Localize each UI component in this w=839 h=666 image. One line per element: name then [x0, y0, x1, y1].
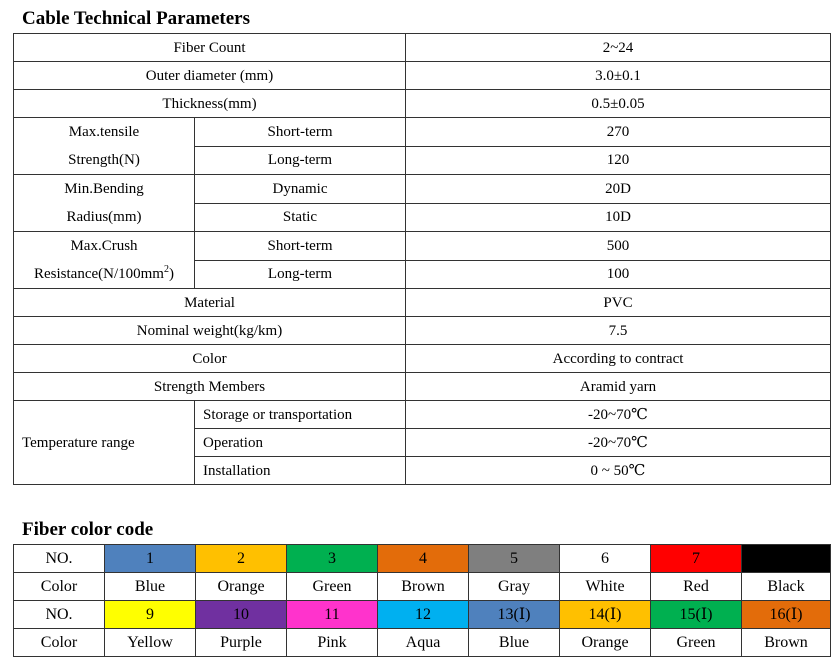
- storage-value: -20~70℃: [406, 401, 831, 429]
- table-row: [14, 90, 831, 118]
- fiber-number-swatch: 12: [378, 601, 469, 629]
- table-row: [14, 317, 831, 345]
- thickness-label: Thickness(mm): [14, 90, 406, 118]
- fiber-color-name: Red: [651, 573, 742, 601]
- crush-label-sup: 2: [163, 264, 169, 275]
- bending-dynamic-label: Dynamic: [195, 175, 406, 204]
- fiber-color-name: Pink: [287, 629, 378, 657]
- fiber-color-name: Yellow: [105, 629, 196, 657]
- installation-label: Installation: [195, 457, 406, 485]
- strength-members-label: Strength Members: [14, 373, 406, 401]
- fiber-color-name: Green: [651, 629, 742, 657]
- fiber-number-swatch: 13(Ⅰ): [469, 601, 560, 629]
- color-label: Color: [14, 345, 406, 373]
- crush-label-line1: Max.Crush: [70, 238, 138, 254]
- tensile-label-line2: Strength(N): [68, 152, 140, 168]
- tensile-long-label: Long-term: [195, 146, 406, 175]
- fiber-number-swatch: 5: [469, 545, 560, 573]
- crush-label: [14, 232, 195, 289]
- tensile-short-label: Short-term: [195, 118, 406, 147]
- thickness-value: 0.5±0.05: [406, 90, 831, 118]
- outer-diameter-value: 3.0±0.1: [406, 62, 831, 90]
- weight-value: 7.5: [406, 317, 831, 345]
- table-row: [14, 118, 831, 147]
- tensile-label-line1: Max.tensile: [68, 124, 140, 140]
- fiber-color-name: Black: [742, 573, 831, 601]
- bending-label-line2: Radius(mm): [66, 209, 142, 225]
- table-row: [14, 345, 831, 373]
- fiber-color-name: Blue: [469, 629, 560, 657]
- fiber-count-label: Fiber Count: [14, 34, 406, 62]
- fiber-number-swatch: 11: [287, 601, 378, 629]
- no-label: NO.: [14, 601, 105, 629]
- fiber-number-swatch: 10: [196, 601, 287, 629]
- temperature-label: Temperature range: [14, 401, 195, 485]
- fiber-number-swatch: 6: [560, 545, 651, 573]
- fiber-color-table: [13, 544, 831, 657]
- table-row: [14, 601, 831, 629]
- table-row: [14, 34, 831, 62]
- operation-label: Operation: [195, 429, 406, 457]
- strength-members-value: Aramid yarn: [406, 373, 831, 401]
- tensile-short-value: 270: [406, 118, 831, 147]
- tensile-long-value: 120: [406, 146, 831, 175]
- table-row: [14, 289, 831, 317]
- color-label: Color: [14, 629, 105, 657]
- fiber-number-swatch: 9: [105, 601, 196, 629]
- fiber-color-name: Blue: [105, 573, 196, 601]
- fiber-number-swatch: 14(Ⅰ): [560, 601, 651, 629]
- material-value: PVC: [406, 289, 831, 317]
- crush-long-label: Long-term: [195, 260, 406, 289]
- installation-value: 0 ~ 50℃: [406, 457, 831, 485]
- fiber-color-name: Brown: [742, 629, 831, 657]
- color-label: Color: [14, 573, 105, 601]
- fiber-number-swatch: 3: [287, 545, 378, 573]
- fiber-number-swatch: 4: [378, 545, 469, 573]
- crush-label-line2-prefix: Resistance(N/100mm: [34, 266, 164, 282]
- parameters-heading: Cable Technical Parameters: [22, 8, 250, 29]
- bending-static-value: 10D: [406, 203, 831, 232]
- bending-label-line1: Min.Bending: [64, 181, 144, 197]
- bending-label: [14, 175, 195, 232]
- fiber-color-name: Purple: [196, 629, 287, 657]
- outer-diameter-label: Outer diameter (mm): [14, 62, 406, 90]
- fiber-color-name: Orange: [560, 629, 651, 657]
- table-row: [14, 62, 831, 90]
- fiber-number-swatch: 2: [196, 545, 287, 573]
- color-value: According to contract: [406, 345, 831, 373]
- color-code-heading: Fiber color code: [22, 519, 154, 540]
- crush-short-value: 500: [406, 232, 831, 261]
- fiber-color-name: Brown: [378, 573, 469, 601]
- fiber-color-name: Aqua: [378, 629, 469, 657]
- fiber-number-swatch: 1: [105, 545, 196, 573]
- table-row: [14, 401, 831, 429]
- fiber-number-swatch: 15(Ⅰ): [651, 601, 742, 629]
- table-row: [14, 175, 831, 204]
- bending-static-label: Static: [195, 203, 406, 232]
- storage-label: Storage or transportation: [195, 401, 406, 429]
- material-label: Material: [14, 289, 406, 317]
- fiber-color-name: White: [560, 573, 651, 601]
- fiber-number-swatch: 16(Ⅰ): [742, 601, 831, 629]
- technical-parameters-table: [13, 33, 831, 485]
- crush-label-line2-suffix: ): [168, 266, 174, 282]
- fiber-color-name: Gray: [469, 573, 560, 601]
- tensile-label: [14, 118, 195, 175]
- fiber-color-name: Green: [287, 573, 378, 601]
- weight-label: Nominal weight(kg/km): [14, 317, 406, 345]
- no-label: NO.: [14, 545, 105, 573]
- bending-dynamic-value: 20D: [406, 175, 831, 204]
- table-row: [14, 545, 831, 573]
- crush-short-label: Short-term: [195, 232, 406, 261]
- fiber-color-name: Orange: [196, 573, 287, 601]
- table-row: [14, 232, 831, 261]
- table-row: [14, 373, 831, 401]
- table-row: [14, 629, 831, 657]
- fiber-count-value: 2~24: [406, 34, 831, 62]
- crush-long-value: 100: [406, 260, 831, 289]
- fiber-number-swatch: 8: [742, 545, 831, 573]
- fiber-number-swatch: 7: [651, 545, 742, 573]
- operation-value: -20~70℃: [406, 429, 831, 457]
- table-row: [14, 573, 831, 601]
